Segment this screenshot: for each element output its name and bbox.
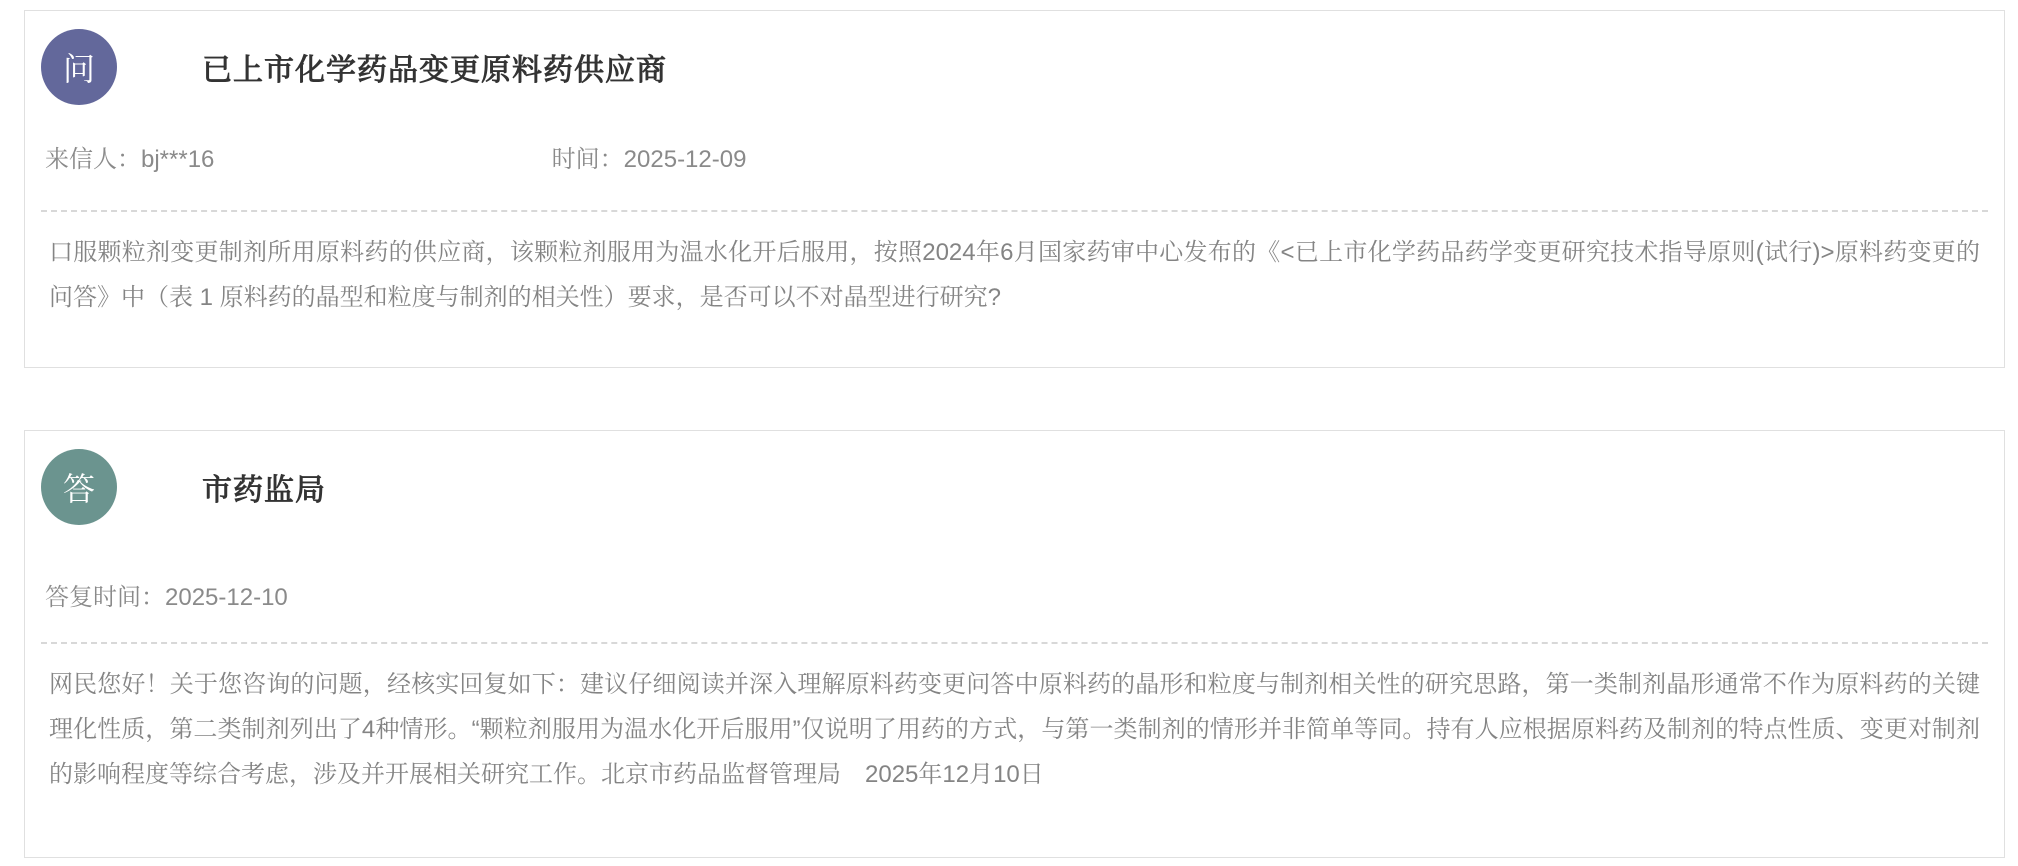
question-card [24,10,2005,368]
question-divider [41,210,1988,212]
answer-time-label: 答复时间： [45,584,165,611]
answer-time-value: 2025-12-10 [165,584,288,611]
question-sender-label: 来信人： [45,146,141,173]
answer-meta-row [41,577,1988,612]
question-meta-row [41,139,1988,174]
question-header [41,29,1988,105]
question-sender-value: bj***16 [141,146,215,173]
answer-title: 市药监局 [202,474,326,507]
question-badge-icon: 问 [41,29,117,105]
answer-body-text: 网民您好！关于您咨询的问题，经核实回复如下：建议仔细阅读并深入理解原料药变更问答中原料药的晶形和粒度与制剂相关性的研究思路，第一类制剂晶形通常不作为原料药的关键理化性质，第二类制剂列出了4种情形。“颗粒剂服用为温水化开后服用”仅说明了用药的方式，与第一类制剂的情形并非简单等同。持有人应根据原料药及制剂的特点性质、变更对制剂的影响程度等综合考虑，涉及并开展相关研究工作。北京市药品监督管理局 2025年12月10日 [49,671,1980,788]
answer-badge-icon: 答 [41,449,117,525]
question-time-label: 时间： [551,146,624,173]
question-time [552,139,747,174]
answer-card [24,430,2005,858]
answer-time [45,577,288,612]
question-time-value: 2025-12-09 [623,146,747,173]
question-body-text: 口服颗粒剂变更制剂所用原料药的供应商，该颗粒剂服用为温水化开后服用，按照2024年6月国家药审中心发布的《<已上市化学药品药学变更研究技术指导原则(试行)>原料药变更的问答》中（表 1 原料药的晶型和粒度与制剂的相关性）要求，是否可以不对晶型进行研究? [49,239,1980,311]
answer-divider [41,642,1988,644]
question-sender [45,139,545,174]
question-title: 已上市化学药品变更原料药供应商 [202,54,667,87]
answer-header [41,449,1988,525]
